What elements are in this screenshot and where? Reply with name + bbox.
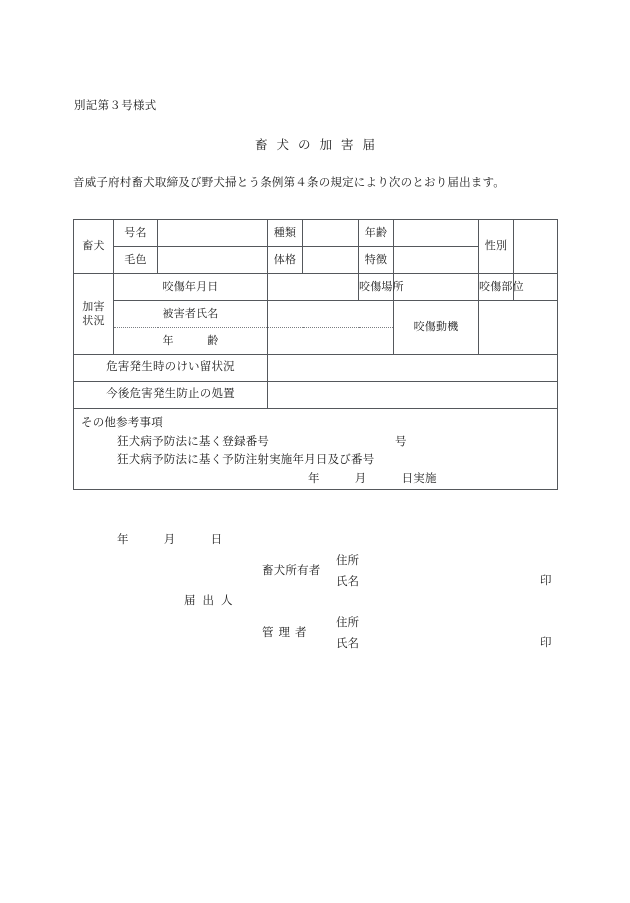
cell-input-dog-build[interactable]	[303, 247, 359, 274]
cell-input-victim-age[interactable]	[268, 328, 394, 355]
keeper-seal-label: 印	[540, 637, 552, 649]
cell-input-bite-place[interactable]	[394, 274, 479, 301]
document-title: 畜犬の加害届	[254, 138, 384, 152]
notes-registration-line	[81, 433, 557, 452]
cell-input-prevention[interactable]	[268, 382, 558, 409]
cell-label-dog-color: 毛色	[114, 247, 158, 274]
cell-notes	[74, 409, 558, 490]
incident-label-line1: 加害	[82, 300, 105, 313]
cell-label-victim-name: 被害者氏名	[114, 301, 268, 328]
form-number: 別記第３号様式	[74, 100, 157, 112]
cell-label-dog-sex: 性別	[479, 220, 514, 274]
owner-name-label: 氏名	[336, 576, 359, 589]
keeper-role-label: 管理者	[262, 627, 312, 639]
owner-address-label: 住所	[336, 555, 359, 567]
keeper-fields	[336, 613, 359, 656]
cell-input-dog-age[interactable]	[394, 220, 479, 247]
table-row-incident-1	[74, 274, 558, 301]
keeper-address-label: 住所	[336, 617, 359, 629]
notes-registration-suffix: 号	[395, 435, 407, 448]
notes-vaccination-date-line: 年 月 日実施	[308, 472, 437, 485]
cell-label-prevention: 今後危害発生防止の処置	[74, 382, 268, 409]
incident-label-line2: 状況	[82, 315, 105, 327]
table-row-notes	[74, 409, 558, 490]
cell-input-victim-name[interactable]	[268, 301, 394, 328]
notes-registration-text: 狂犬病予防法に基く登録番号	[117, 435, 270, 448]
notes-vaccination-line: 狂犬病予防法に基く予防注射実施年月日及び番号	[117, 454, 375, 467]
cell-label-dog-breed: 種類	[268, 220, 303, 247]
cell-label-restraint: 危害発生時のけい留状況	[74, 355, 268, 382]
cell-input-dog-sex[interactable]	[514, 220, 558, 274]
cell-label-dog: 畜犬	[74, 220, 114, 274]
table-row-restraint	[74, 355, 558, 382]
cell-label-dog-features: 特徴	[359, 247, 394, 274]
cell-input-bite-motive[interactable]	[479, 301, 558, 355]
cell-label-incident	[74, 274, 114, 355]
cell-label-bite-date: 咬傷年月日	[114, 274, 268, 301]
intro-statement: 音威子府村畜犬取締及び野犬掃とう条例第４条の規定により次のとおり届出ます。	[73, 177, 505, 189]
signature-date-line[interactable]: 年 月 日	[117, 534, 223, 546]
cell-input-bite-date[interactable]	[268, 274, 359, 301]
cell-input-dog-features[interactable]	[394, 247, 479, 274]
keeper-name-label: 氏名	[336, 638, 359, 651]
cell-input-restraint[interactable]	[268, 355, 558, 382]
table-row-prevention	[74, 382, 558, 409]
owner-fields	[336, 551, 359, 594]
cell-label-dog-build: 体格	[268, 247, 303, 274]
cell-label-bite-part: 咬傷部位	[479, 274, 514, 301]
owner-seal-label: 印	[540, 575, 552, 587]
cell-input-dog-breed[interactable]	[303, 220, 359, 247]
submitter-label: 届出人	[184, 595, 240, 607]
cell-label-dog-name: 号名	[114, 220, 158, 247]
owner-role-label: 畜犬所有者	[262, 565, 321, 577]
cell-label-victim-age: 年 齢	[114, 328, 268, 355]
table-row-dog-1	[74, 220, 558, 247]
report-table	[73, 219, 558, 490]
cell-label-dog-age: 年齢	[359, 220, 394, 247]
cell-label-bite-motive: 咬傷動機	[394, 301, 479, 355]
table-row-incident-2	[74, 301, 558, 328]
notes-heading: その他参考事項	[81, 417, 163, 429]
cell-label-bite-place: 咬傷場所	[359, 274, 394, 301]
cell-input-dog-name[interactable]	[158, 220, 268, 247]
cell-input-dog-color[interactable]	[158, 247, 268, 274]
